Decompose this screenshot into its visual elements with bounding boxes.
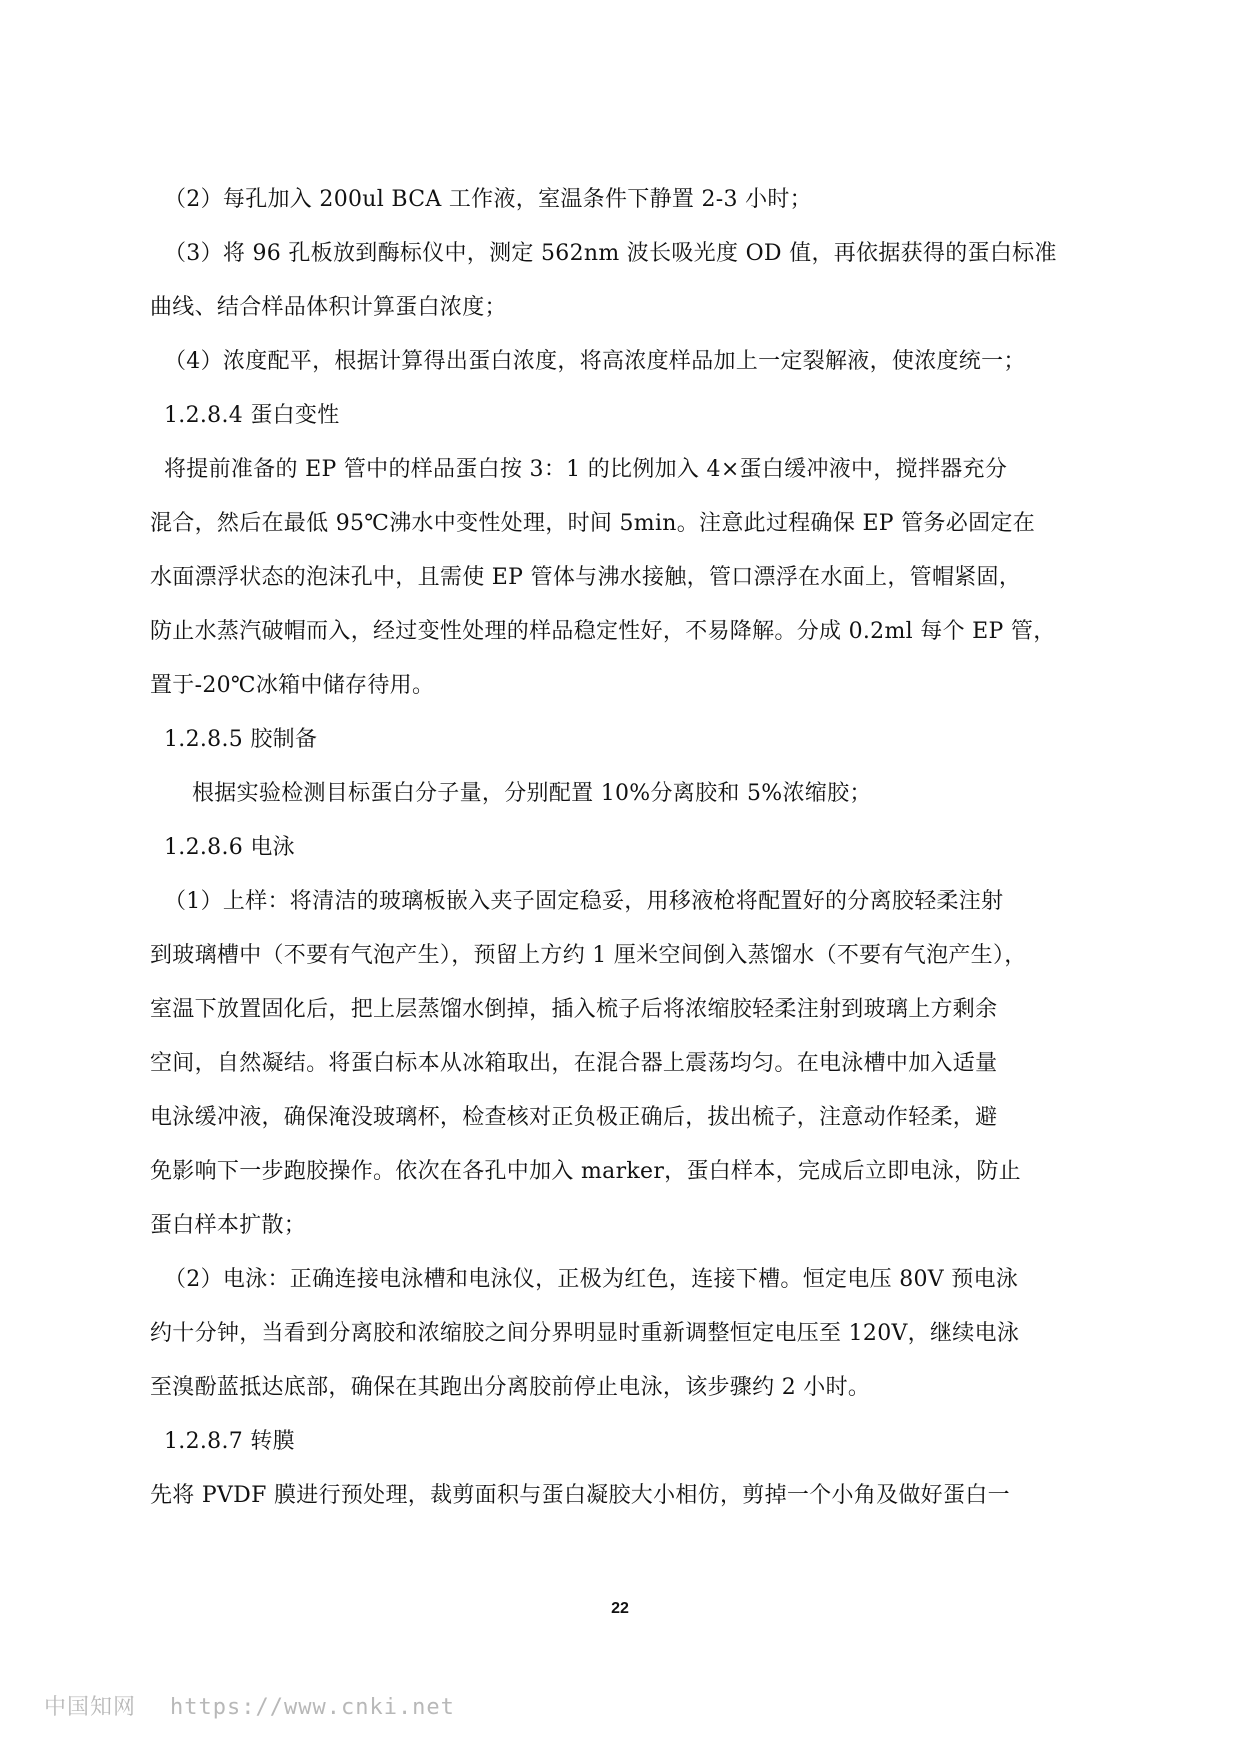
text-line: 先将 PVDF 膜进行预处理，裁剪面积与蛋白凝胶大小相仿，剪掉一个小角及做好蛋白一 (150, 1483, 1010, 1508)
text-line: 约十分钟，当看到分离胶和浓缩胶之间分界明显时重新调整恒定电压至 120V，继续电泳 (150, 1321, 1020, 1346)
text-line: 将提前准备的 EP 管中的样品蛋白按 3：1 的比例加入 4×蛋白缓冲液中，搅拌器充分 (164, 457, 1008, 482)
section-heading: 1.2.8.4 蛋白变性 (164, 403, 340, 428)
text-line: 置于-20℃冰箱中储存待用。 (150, 673, 435, 698)
text-line: （1）上样：将清洁的玻璃板嵌入夹子固定稳妥，用移液枪将配置好的分离胶轻柔注射 (164, 889, 1004, 914)
text-line: （3）将 96 孔板放到酶标仪中，测定 562nm 波长吸光度 OD 值，再依据获得的蛋白标准 (164, 241, 1057, 266)
text-line: 防止水蒸汽破帽而入，经过变性处理的样品稳定性好，不易降解。分成 0.2ml 每个 EP 管， (150, 619, 1056, 644)
text-line: （4）浓度配平，根据计算得出蛋白浓度，将高浓度样品加上一定裂解液，使浓度统一； (164, 349, 1026, 374)
text-line: 根据实验检测目标蛋白分子量，分别配置 10%分离胶和 5%浓缩胶； (192, 781, 872, 806)
section-heading: 1.2.8.7 转膜 (164, 1429, 295, 1454)
text-line: 至溴酚蓝抵达底部，确保在其跑出分离胶前停止电泳，该步骤约 2 小时。 (150, 1375, 871, 1400)
text-line: 电泳缓冲液，确保淹没玻璃杯，检查核对正负极正确后，拔出梳子，注意动作轻柔，避 (150, 1105, 998, 1130)
page-number: 22 (611, 1600, 629, 1617)
text-line: 蛋白样本扩散； (150, 1213, 307, 1238)
watermark (44, 1690, 455, 1721)
watermark-brand: 中国知网 (44, 1695, 137, 1720)
text-line: 混合，然后在最低 95℃沸水中变性处理，时间 5min。注意此过程确保 EP 管务必固定在 (150, 511, 1036, 536)
text-line: 到玻璃槽中（不要有气泡产生），预留上方约 1 厘米空间倒入蒸馏水（不要有气泡产生）， (150, 943, 1027, 968)
text-line: 室温下放置固化后，把上层蒸馏水倒掉，插入梳子后将浓缩胶轻柔注射到玻璃上方剩余 (150, 997, 998, 1022)
text-line: 水面漂浮状态的泡沫孔中，且需使 EP 管体与沸水接触，管口漂浮在水面上，管帽紧固， (150, 565, 1022, 590)
text-line: 曲线、结合样品体积计算蛋白浓度； (150, 295, 507, 320)
text-line: （2）每孔加入 200ul BCA 工作液，室温条件下静置 2-3 小时； (164, 187, 812, 212)
text-line: （2）电泳：正确连接电泳槽和电泳仪，正极为红色，连接下槽。恒定电压 80V 预电泳 (164, 1267, 1019, 1292)
text-line: 免影响下一步跑胶操作。依次在各孔中加入 marker，蛋白样本，完成后立即电泳，防止 (150, 1159, 1021, 1184)
watermark-url: https://www.cnki.net (170, 1695, 455, 1720)
text-line: 空间，自然凝结。将蛋白标本从冰箱取出，在混合器上震荡均匀。在电泳槽中加入适量 (150, 1051, 998, 1076)
section-heading: 1.2.8.5 胶制备 (164, 727, 318, 752)
section-heading: 1.2.8.6 电泳 (164, 835, 295, 860)
